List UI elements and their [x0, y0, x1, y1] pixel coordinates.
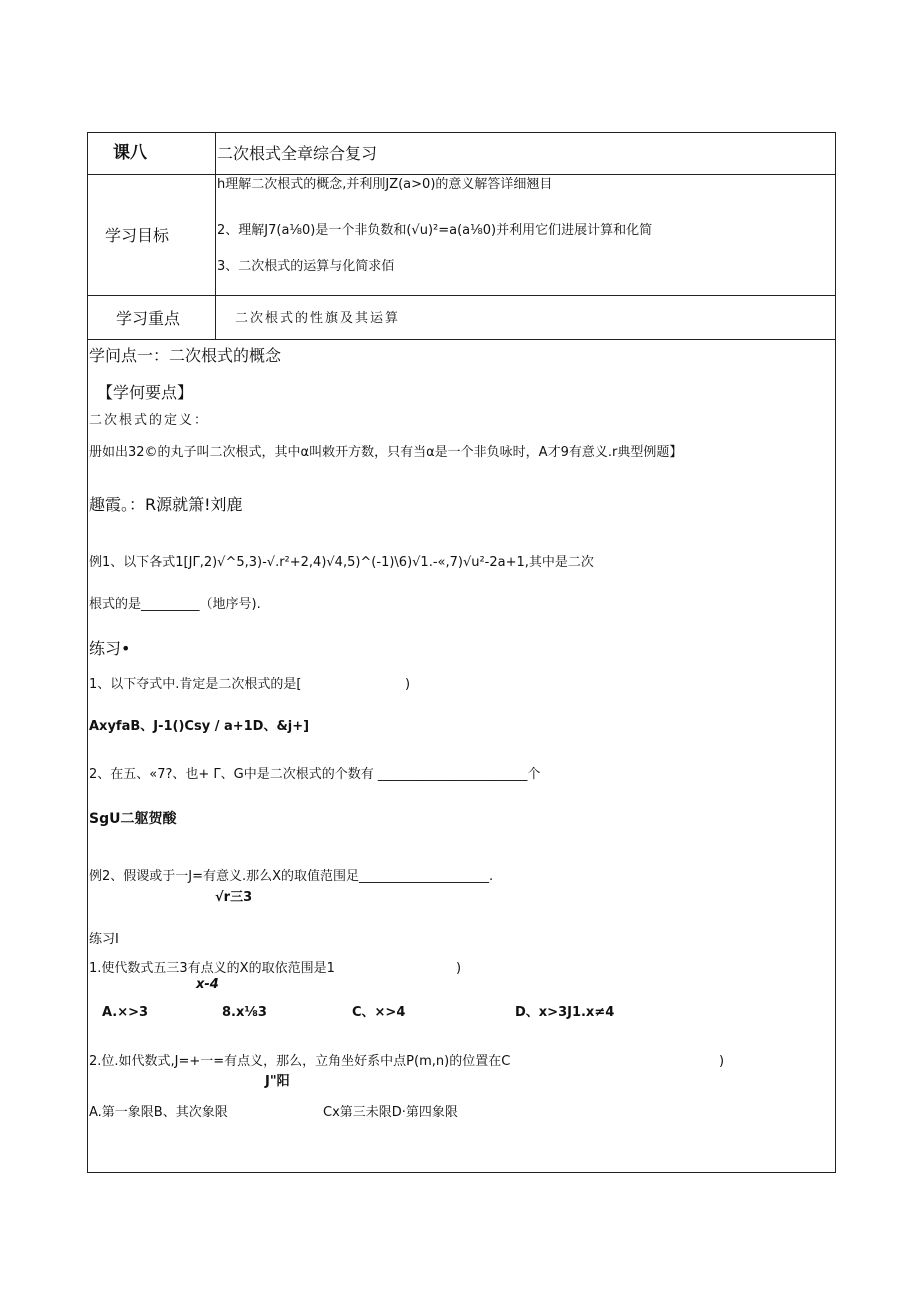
- practice-2-options-ab: A.第一象限B、其次象限: [89, 1105, 228, 1120]
- lesson-label: 课八: [113, 143, 147, 163]
- focus-label: 学习重点: [116, 309, 181, 328]
- example-2-text: 例2、假谡或于一J=有意义.那么X的取值范围足____________________.: [89, 869, 494, 884]
- practice-2-question-1: 1.使代数式五三3有点义的X的取依范围是1: [89, 961, 335, 976]
- goal-1: h理解二次根式的概念,并利刖JZ(a>0)的意义解答详细翘目: [217, 177, 553, 192]
- example-1-text: 例1、以下各式1[JΓ,2)√^5,3)-√.r²+2,4)√4,5)^(-1)\6)√1.-«,7)√u²-2a+1,其中是二次: [89, 555, 594, 570]
- practice-2-question-1-close: ): [456, 961, 462, 976]
- row-divider: [87, 295, 836, 296]
- practice-1-question-2-options: SgU二躯贺酸: [89, 811, 177, 827]
- lesson-table: [87, 132, 836, 1173]
- option-b: 8.x⅛3: [222, 1005, 267, 1020]
- column-divider: [215, 132, 216, 339]
- practice-2-question-2-subscript: J"阳: [265, 1074, 290, 1089]
- goals-label: 学习目标: [105, 226, 170, 245]
- example-2-subscript: √r三3: [215, 890, 253, 905]
- practice-1-question-1-options: AxyfaB、J-1()Csy / a+1D、&j+]: [89, 719, 310, 734]
- option-d: D、x>3J1.x≠4: [515, 1005, 615, 1020]
- practice-2-title: 练习I: [89, 932, 119, 947]
- definition-label: 二次根式的定义：: [89, 413, 210, 428]
- key-points-heading: 【学何要点】: [97, 383, 194, 402]
- practice-2-question-2-close: ): [719, 1054, 725, 1069]
- row-divider: [87, 174, 836, 175]
- practice-2-question-1-subscript: x-4: [196, 977, 219, 992]
- lesson-title: 二次根式全章综合复习: [217, 144, 378, 163]
- row-divider: [87, 339, 836, 340]
- section-title: 学问点一：二次根式的概念: [89, 346, 282, 365]
- example-1-answer: 根式的是_________（地序号).: [89, 597, 261, 612]
- practice-1-question-1: 1、以下夺式中.肯定是二次根式的是[: [89, 677, 302, 692]
- practice-2-question-2: 2.位.如代数式,J=+一=有点义，那么，立角坐好系中点P(m,n)的位置在C: [89, 1054, 511, 1069]
- focus-text: 二次根式的性旗及其运算: [235, 311, 401, 326]
- practice-1-question-1-close: ): [405, 677, 411, 692]
- option-a: A.×>3: [102, 1005, 149, 1020]
- garbled-line: 趣霞。：R源就箫!刘鹿: [89, 495, 243, 514]
- definition-text: 册如出32©的丸子叫二次根式，其中α叫敕开方数，只有当α是一个非负咏时，A才9有意义.r典型例题】: [89, 445, 683, 460]
- practice-1-title: 练习•: [89, 639, 131, 658]
- goal-2: 2、理解J7(a⅛0)是一个非负数和(√u)²=a(a⅛0)并利用它们进展计算和化简: [217, 223, 653, 238]
- goal-3: 3、二次根式的运算与化简求佰: [217, 259, 395, 274]
- option-c: C、×>4: [352, 1005, 406, 1020]
- practice-2-options-cd: Cx第三未限D·第四象限: [323, 1105, 458, 1120]
- practice-1-question-2: 2、在五、«7?、也+ Γ、G中是二次根式的个数有 _______________________个: [89, 767, 541, 782]
